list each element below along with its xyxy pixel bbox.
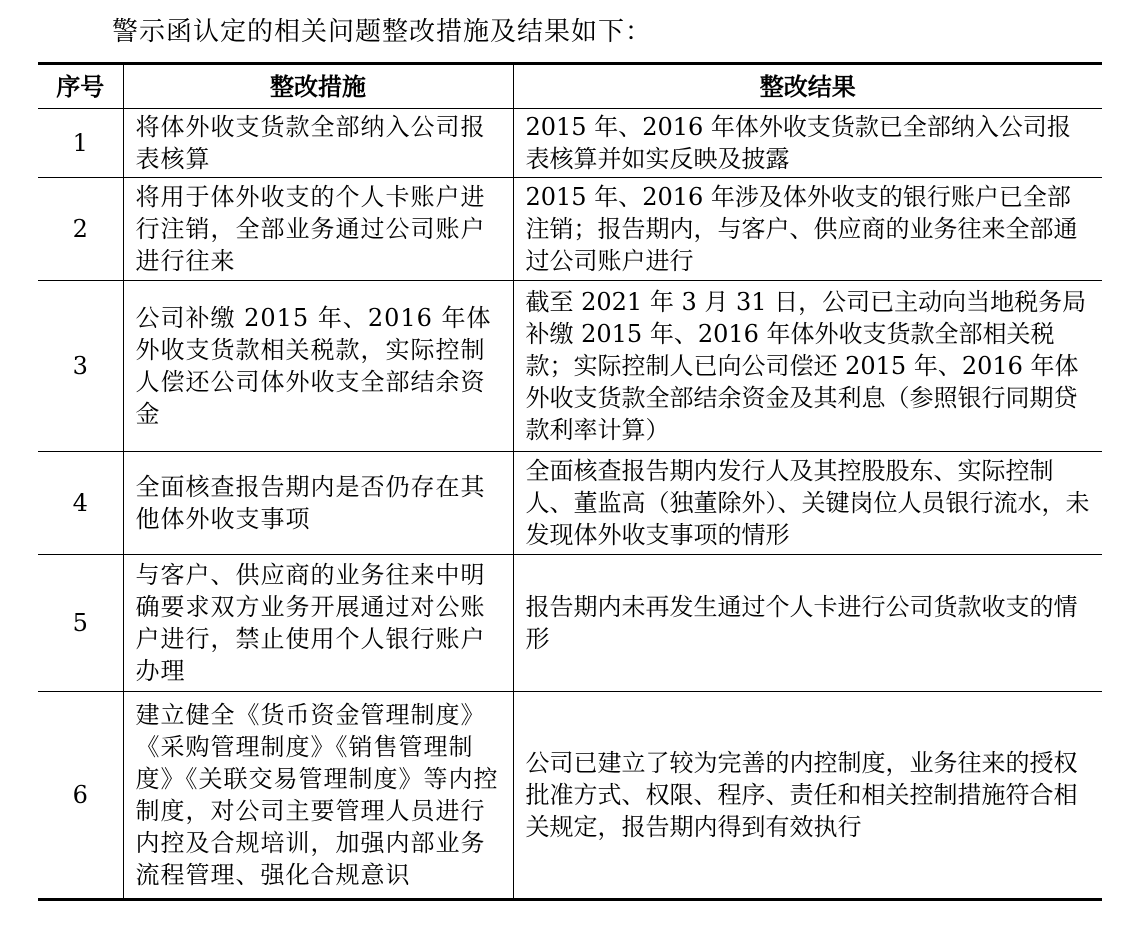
row-result: 报告期内未再发生通过个人卡进行公司货款收支的情形	[513, 555, 1102, 692]
row-measure: 将用于体外收支的个人卡账户进行注销，全部业务通过公司账户进行往来	[123, 178, 513, 281]
row-number: 2	[38, 178, 123, 281]
intro-paragraph: 警示函认定的相关问题整改措施及结果如下：	[112, 17, 653, 47]
table-row	[38, 178, 1102, 281]
row-measure: 与客户、供应商的业务往来中明确要求双方业务开展通过对公账户进行，禁止使用个人银行账户办理	[123, 555, 513, 692]
row-measure: 公司补缴 2015 年、2016 年体外收支货款相关税款，实际控制人偿还公司体外收支全部结余资金	[123, 281, 513, 452]
row-number: 4	[38, 452, 123, 555]
row-number: 6	[38, 692, 123, 900]
table-row	[38, 109, 1102, 178]
row-number: 5	[38, 555, 123, 692]
header-seq: 序号	[38, 64, 123, 109]
row-result: 2015 年、2016 年涉及体外收支的银行账户已全部注销；报告期内，与客户、供应商的业务往来全部通过公司账户进行	[513, 178, 1102, 281]
row-measure: 将体外收支货款全部纳入公司报表核算	[123, 109, 513, 178]
row-number: 3	[38, 281, 123, 452]
row-result: 截至 2021 年 3 月 31 日，公司已主动向当地税务局补缴 2015 年、2016 年体外收支货款全部相关税款；实际控制人已向公司偿还 2015 年、2016 年体外收支货款全部结余资金及其利息（参照银行同期贷款利率计算）	[513, 281, 1102, 452]
row-result: 全面核查报告期内发行人及其控股股东、实际控制人、董监高（独董除外）、关键岗位人员银行流水，未发现体外收支事项的情形	[513, 452, 1102, 555]
row-result: 2015 年、2016 年体外收支货款已全部纳入公司报表核算并如实反映及披露	[513, 109, 1102, 178]
table-header-row	[38, 64, 1102, 109]
table-row	[38, 281, 1102, 452]
row-measure: 建立健全《货币资金管理制度》《采购管理制度》《销售管理制度》《关联交易管理制度》等内控制度，对公司主要管理人员进行内控及合规培训，加强内部业务流程管理、强化合规意识	[123, 692, 513, 900]
header-result: 整改结果	[513, 64, 1102, 109]
table-row	[38, 555, 1102, 692]
row-number: 1	[38, 109, 123, 178]
rectification-table	[38, 62, 1102, 901]
header-measure: 整改措施	[123, 64, 513, 109]
table-row	[38, 452, 1102, 555]
table-row	[38, 692, 1102, 900]
row-result: 公司已建立了较为完善的内控制度，业务往来的授权批准方式、权限、程序、责任和相关控制措施符合相关规定，报告期内得到有效执行	[513, 692, 1102, 900]
row-measure: 全面核查报告期内是否仍存在其他体外收支事项	[123, 452, 513, 555]
